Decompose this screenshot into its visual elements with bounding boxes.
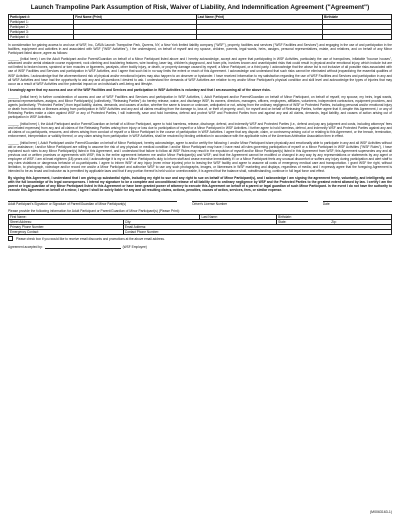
state-label: State:: [278, 220, 287, 225]
signature-row: [8, 201, 392, 207]
header-birthdate: Birthdate: [323, 15, 392, 20]
primary-phone-field[interactable]: Primary Phone Number:: [9, 225, 124, 230]
accepted-by-row: [8, 245, 392, 249]
contact-lead: Please provide the following information for Adult Participant or Parent/Guardian of Minor Participant(s) (Please Print):: [8, 209, 180, 214]
zip-label: Zip:: [331, 220, 337, 225]
participant-label: Participant 4:: [9, 35, 74, 40]
contact-row: [9, 230, 392, 235]
indemnification-paragraph: ______ (Initial here) I, the Adult Participant and/or Parent/Guardian on behalf of a Minor Participant, agree to hold harmless, release, discharge, defend, and indemnify WSF and Protected Parties (i.e., defend and pay any judgment and costs, including attorneys' fees and related expenses) from any and all claims of the Releasing Parties arising from injury or loss due to participation of myself or a Minor Participant in WSF Activities. I further agree to hold harmless, defend, and indemnify WSF and Protected Parties against any and all claims of co-participants, rescuers, and others arising from conduct of myself or a Minor Participant in the course of participation in WSF Activities. I agree that any dispute, claim, or controversy arising out of or relating to this Agreement, or the breach, termination, enforcement, interpretation or validity thereof, or any claim arising from participation in WSF Activities, shall be resolved by binding arbitration in accordance with the applicable rules of the American Arbitration Association then in effect.: [8, 121, 392, 138]
first-name-field[interactable]: [74, 35, 197, 40]
emergency-contact-field[interactable]: Emergency Contact:: [9, 230, 124, 235]
accepted-by-label: Agreement accepted by:: [8, 245, 43, 250]
participant-label: Participant 2:: [9, 25, 74, 30]
participant-label: Participant 1:: [9, 20, 74, 25]
page-title: Launch Trampoline Park Assumption of Risk, Waiver of Liability, And Indemnification Agreement ("Agreement"): [30, 4, 370, 11]
header-participant-number: Participant #:: [9, 15, 74, 20]
participant-table: [8, 14, 392, 40]
date-line[interactable]: Date: [323, 201, 392, 207]
form-number: (M0063163-1): [370, 510, 392, 514]
voluntary-statement: I knowingly agree that my access and use of the WSF Facilities and Services and participation in WSF Activities is voluntary and that I am assuming all of the above risks.: [8, 88, 271, 93]
consideration-paragraph: In consideration for gaining access to and use of WSF, Inc., D/B/A Launch Trampoline Park, Queens, NY, a New York limited liability company ("WSF"), property, facilities and services ("WSF Facilities and Services") and engaging in the use of and participation in the facilities, equipment and activities in and associated with WSF ("WSF Activities"), I the undersigned, on behalf of myself and my spouse, children, parents, legal wards, heirs, assigns, personal representatives, estate, and relatives, and on behalf of any Minor Participant listed above, agree as follows:: [8, 42, 392, 55]
email-field[interactable]: Email Address:: [123, 225, 391, 230]
email-optin-label: Please check box if you would like to receive email discounts and promotions at the above email address.: [16, 236, 165, 241]
participant-label: Participant 3:: [9, 30, 74, 35]
employee-suffix: (WSF Employee): [122, 245, 147, 250]
license-line[interactable]: Driver's License Number: [192, 201, 307, 207]
first-name-field[interactable]: First Name:: [9, 215, 200, 220]
contact-table: [8, 214, 392, 235]
signature-line[interactable]: Adult Participant's Signature or Signature of Parent/Guardian of Minor Participant(s): [8, 201, 177, 207]
city-field[interactable]: City:: [123, 220, 276, 225]
contact-phone-field[interactable]: Contact Phone Number:: [123, 230, 391, 235]
employee-signature-line[interactable]: [45, 245, 121, 249]
closing-statement: By signing this Agreement, I understand that I am giving up substantial rights, including my right to sue and any right to sue on behalf of Minor Participant(s), and I acknowledge I am signing the agreement freely, voluntarily, and intelligently, and with the full knowledge of its legal consequences. I intend my signature to be a complete and unconditional release of all liability due to ordinary negligence by WSF and the Protected Parties to the greatest extent allowed by law. I certify I am the parent or legal guardian of any Minor Participant listed in this Agreement or have been granted power of attorney to execute this Agreement on behalf of a parent or legal guardian of such Minor Participant. In the event I do not have the authority to execute this Agreement on behalf of a minor, I agree I shall be solely liable for any and all resulting claims, actions, penalties, causes of action, services, fees, or similar expense.: [8, 175, 392, 192]
email-optin: [8, 236, 392, 241]
waiver-page: [8, 4, 392, 514]
release-paragraph: ______ (Initial here) In further consideration of access and use of WSF Facilities and Services and participation in WSF Activities, I, Adult Participant and/or Parent/Guardian on behalf of Minor Participant, on behalf of myself, my spouse, my heirs, legal wards, personal representatives, assigns, and Minor Participant(s) (collectively, "Releasing Parties") do hereby release, waive, and discharge WSF, its owners, directors, managers, officers, employees, affiliates, volunteers, independent contractors, equipment providers, and agents (collectively, "Protected Parties") from legal liability, claims, demands, and causes of action, whether the same is known or unknown, anticipated or not, arising from the ordinary negligence of WSF or Protected Parties, including personal and/or emotional injury or death from incidents or illnesses arising from participation in WSF Activities and any and all claims resulting from the damage to, loss of, or theft of property, and I, for myself and on behalf of Releasing Parties, further agree that if, despite this Agreement, I or any of Releasing Parties make a claim against WSF or any of Protected Parties, I will indemnify, save and hold harmless, defend and protect WSF and Protected Parties from and against any and all claims, demands, legal liability, and causes of action arising out of participation in WSF Activities.: [8, 94, 392, 120]
email-optin-checkbox[interactable]: [8, 236, 13, 241]
certification-paragraph: ______ (Initial here) I, Adult Participant and/or Parent/Guardian on behalf of Minor Participant, hereby acknowledge, agree to and/or certify the following: I and/or Minor Participant is/are physically and emotionally able to participate in any and all WSF Activities without aid or assistance; I and/or Minor Participant are willing to assume the risk of any physical or medical condition I and/or Minor Participant may have; I have read all rules governing participation of myself or a Minor Participant in WSF Activities ("WSF Rules"), I have explained such rules to any Minor Participant(s) listed in this Agreement, and I understand that failure to follow all WSF Rules may result in the expulsion of myself and/or Minor Participant(s) listed in this Agreement from WSF; this Agreement supersedes any and all previous oral or written promises or agreements with WSF; this is the entire agreement between me and/or Minor Participant(s) and WSF; and that the Agreement cannot be modified or changed in any way by any representations or statements by any agent or employee of WSF. I am at least eighteen (18) years old; I acknowledge it is my or a Minor Participant's duty to inform staff and cease exercise immediately if I or a Minor Participant feels any unusual discomfort or suffers any injury during participation and alert staff to any rules violations or dangerous behavior of co-participants. I agree to inform WSF of any injury (even minor injuries) prior to leaving the WSF facility and agree to assume all costs of emergency medical care and transportation. I grant WSF the right, without limitation, to photograph, videotape and/or record me and/or a Minor Participant and authorize WSF to use any such photographs, images, or likenesses in WSF marketing and displays, regardless of media; and I expressly agree that the foregoing Agreement is intended to be as broad and inclusive as is permitted by applicable laws and that if any portion thereof is held void or unenforceable, it is agreed that the balance shall, notwithstanding, continue in full legal force and effect.: [8, 140, 392, 173]
birthdate-field[interactable]: Birthdate:: [277, 215, 392, 220]
header-last-name: Last Name (Print): [196, 15, 322, 20]
birthdate-field[interactable]: [323, 35, 392, 40]
last-name-field[interactable]: Last Name:: [200, 215, 277, 220]
street-address-field[interactable]: Street Address:: [9, 220, 124, 225]
participant-row: [9, 35, 392, 40]
last-name-field[interactable]: [196, 35, 322, 40]
header-first-name: First Name (Print): [74, 15, 197, 20]
assumption-of-risk-paragraph: ______ (Initial here) I am the Adult Participant and/or Parent/Guardian on behalf of a Minor Participant listed above and I hereby acknowledge, accept and agree that participating in WSF Activities, particularly the use of trampolines, inflatable "bounce houses", advanced and/or aerial obstacle course equipment, rock climbing and bouldering features, wire bowling, laser tag, children's playground, and foam pits, involves known and unanticipated risks that could result in physical and/or emotional injury, which include but are not limited to broken bones, sprained or torn muscles or ligaments, paralysis, other bodily injury, or death, or property damage caused by myself, a Minor Participant, or a third party. I acknowledge that the above list is not inclusive of all possible risks associated with use of WSF Facilities and Services and participation in WSF Activities, and I agree that such list in no way limits the extent or reach of this Agreement. I acknowledge and understand that such risks cannot be eliminated without jeopardizing the essential qualities of WSF Activities. I acknowledge that the aforementioned risk of physical and/or emotional injuries may also happen to an observer or bystander. I have received information to my satisfaction regarding the use of WSF Facilities and Services and participation in any and all WSF Activities and have had the opportunity to ask any and all questions I desired to ask. I understand the demands of WSF Activities are relative to my and/or Minor Participant's physical condition and skill level and acknowledge the types of injuries that may occur as a result of WSF Activities and the potential impact on an individual's well-being and lifestyle.: [8, 57, 392, 86]
